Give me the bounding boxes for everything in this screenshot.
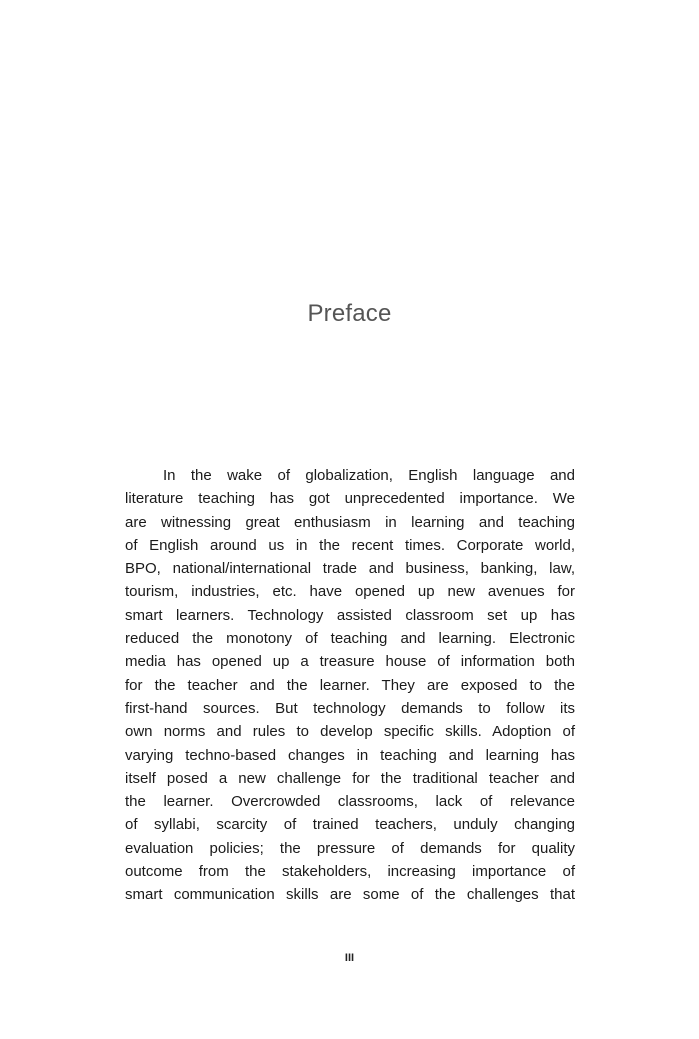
text-line: smart communication skills are some of the challenges that	[125, 886, 575, 904]
page-title: Preface	[307, 300, 392, 327]
text-line: literature teaching has got unprecedented importance. We	[125, 490, 575, 508]
text-line: reduced the monotony of teaching and learning. Electronic	[125, 630, 575, 648]
text-line: BPO, national/international trade and business, banking, law,	[125, 560, 575, 578]
text-line: In the wake of globalization, English language and	[163, 467, 575, 484]
text-line: the learner. Overcrowded classrooms, lack of relevance	[125, 793, 575, 811]
text-line: tourism, industries, etc. have opened up new avenues for	[125, 583, 575, 601]
text-line: of English around us in the recent times. Corporate world,	[125, 536, 575, 554]
preface-paragraph	[125, 464, 575, 907]
text-line: own norms and rules to develop specific skills. Adoption of	[125, 723, 575, 741]
text-line: varying techno-based changes in teaching and learning has	[125, 746, 575, 764]
text-line: itself posed a new challenge for the traditional teacher and	[125, 769, 575, 787]
page-number: III	[344, 952, 355, 964]
text-line: of syllabi, scarcity of trained teachers, unduly changing	[125, 816, 575, 834]
text-line: evaluation policies; the pressure of demands for quality	[125, 839, 575, 857]
text-line: first-hand sources. But technology demands to follow its	[125, 699, 575, 717]
text-line: smart learners. Technology assisted classroom set up has	[125, 606, 575, 624]
text-line: media has opened up a treasure house of information both	[125, 653, 575, 671]
text-line: for the teacher and the learner. They are exposed to the	[125, 676, 575, 694]
text-line: are witnessing great enthusiasm in learning and teaching	[125, 513, 575, 531]
text-line: outcome from the stakeholders, increasing importance of	[125, 863, 575, 881]
